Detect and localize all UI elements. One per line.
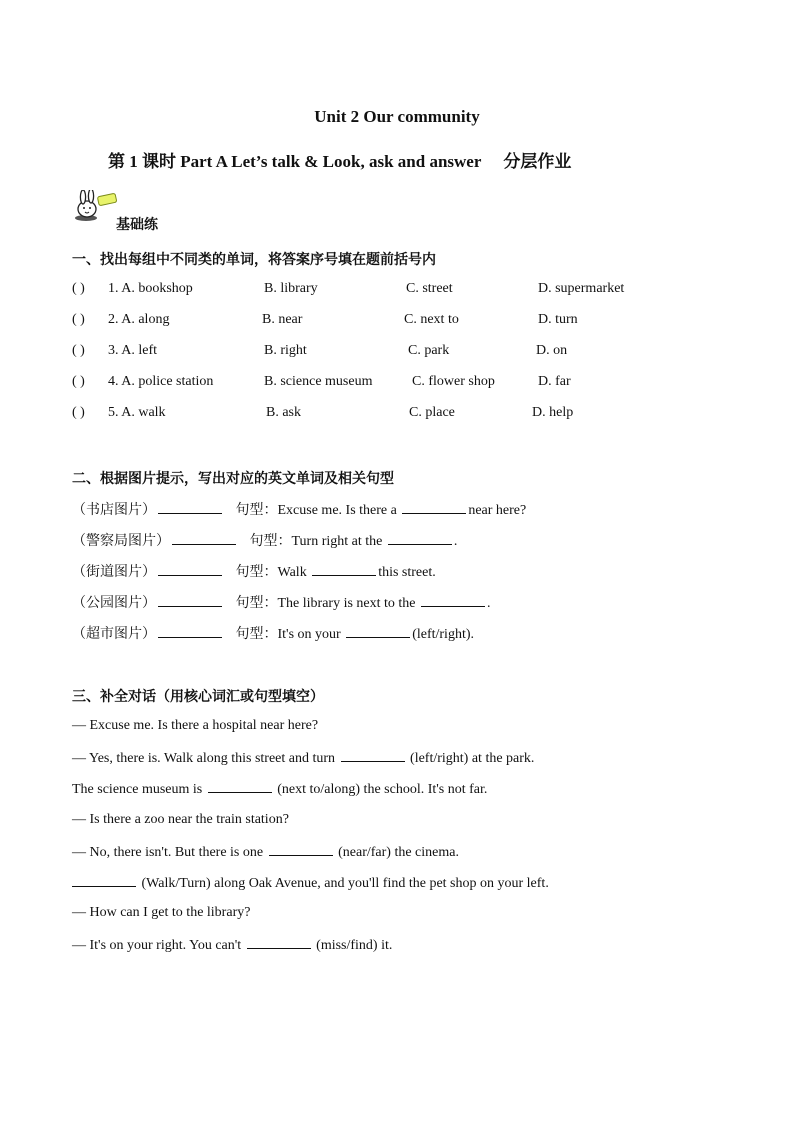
word-blank[interactable]: [158, 594, 222, 607]
dialogue-blank[interactable]: [269, 843, 333, 856]
sentence-text: The library is next to the: [277, 596, 416, 611]
unit-title: Unit 2 Our community: [314, 107, 480, 126]
badge-label: 基础练: [116, 217, 158, 233]
option-d: D. help: [532, 405, 574, 420]
option-b: B. library: [264, 281, 318, 296]
list-item: [72, 405, 732, 425]
option-c: C. place: [409, 405, 455, 420]
list-item: [72, 623, 474, 643]
list-item: [72, 499, 526, 519]
sentence-text: It's on your: [277, 627, 341, 642]
picture-cue: （公园图片）: [72, 595, 156, 611]
sentence-blank[interactable]: [346, 625, 410, 638]
dialogue-line: [72, 905, 250, 921]
word-blank[interactable]: [158, 563, 222, 576]
sentence-blank[interactable]: [421, 594, 485, 607]
pattern-label: 句型：: [249, 533, 292, 549]
option-b: B. ask: [266, 405, 301, 420]
dialogue-blank[interactable]: [341, 749, 405, 762]
lesson-title: [108, 147, 571, 172]
sentence-tail: (left/right).: [412, 627, 474, 642]
option-a: 3. A. left: [108, 343, 157, 358]
option-c: C. street: [406, 281, 453, 296]
list-item: [72, 592, 491, 612]
dialogue-line: [72, 843, 459, 861]
dialogue-line: [72, 812, 289, 828]
dialogue-line: [72, 936, 392, 954]
option-d: D. turn: [538, 312, 578, 327]
sentence-tail: this street.: [378, 565, 436, 580]
option-d: D. supermarket: [538, 281, 625, 296]
list-item: [72, 343, 732, 363]
sentence-blank[interactable]: [402, 501, 466, 514]
dialogue-hint: (next to/along) the school. It's not far.: [277, 782, 488, 797]
dialogue-text: — It's on your right. You can't: [72, 938, 242, 953]
sentence-text: Walk: [277, 565, 307, 580]
section1-heading: 一、找出每组中不同类的单词，将答案序号填在题前括号内: [72, 252, 436, 268]
picture-cue: （街道图片）: [72, 564, 156, 580]
answer-paren: ( ): [72, 374, 85, 389]
list-item: [72, 374, 732, 394]
sentence-text: Excuse me. Is there a: [277, 503, 397, 518]
option-a: 2. A. along: [108, 312, 170, 327]
sentence-tail: near here?: [468, 503, 527, 518]
dialogue-hint: (near/far) the cinema.: [338, 845, 459, 860]
option-a: 5. A. walk: [108, 405, 166, 420]
pattern-label: 句型：: [235, 564, 278, 580]
dialogue-blank[interactable]: [247, 936, 311, 949]
option-b: B. right: [264, 343, 307, 358]
dialogue-hint: (Walk/Turn) along Oak Avenue, and you'll find the pet shop on your left.: [141, 876, 549, 891]
option-b: B. near: [262, 312, 303, 327]
option-c: C. park: [408, 343, 450, 358]
word-blank[interactable]: [158, 501, 222, 514]
word-blank[interactable]: [172, 532, 236, 545]
dialogue-hint: (miss/find) it.: [316, 938, 393, 953]
answer-paren: ( ): [72, 312, 85, 327]
pattern-label: 句型：: [235, 626, 278, 642]
lesson-title-main: 第 1 课时 Part A Let’s talk & Look, ask and answer: [108, 152, 482, 171]
option-b: B. science museum: [264, 374, 373, 389]
answer-paren: ( ): [72, 405, 85, 420]
option-a: 4. A. police station: [108, 374, 214, 389]
dialogue-text: — How can I get to the library?: [72, 905, 251, 920]
dialogue-text: — Is there a zoo near the train station?: [72, 812, 289, 827]
option-c: C. next to: [404, 312, 459, 327]
option-d: D. on: [536, 343, 568, 358]
option-a: 1. A. bookshop: [108, 281, 193, 296]
dialogue-line: [72, 780, 487, 798]
dialogue-hint: (left/right) at the park.: [410, 751, 535, 766]
section2-heading: 二、根据图片提示，写出对应的英文单词及相关句型: [72, 471, 394, 487]
lesson-title-suffix: 分层作业: [503, 152, 572, 172]
pattern-label: 句型：: [235, 595, 278, 611]
word-blank[interactable]: [158, 625, 222, 638]
dialogue-text: The science museum is: [72, 782, 203, 797]
pattern-label: 句型：: [235, 502, 278, 518]
sentence-text: Turn right at the: [291, 534, 383, 549]
picture-cue: （书店图片）: [72, 502, 156, 518]
dialogue-text: — Excuse me. Is there a hospital near here?: [72, 718, 319, 733]
list-item: [72, 530, 457, 550]
list-item: [72, 561, 436, 581]
answer-paren: ( ): [72, 343, 85, 358]
dialogue-text: — Yes, there is. Walk along this street and turn: [72, 751, 336, 766]
dialogue-line: [72, 874, 549, 892]
rabbit-badge-icon: [74, 190, 120, 222]
dialogue-blank[interactable]: [208, 780, 272, 793]
sentence-tail: .: [453, 534, 458, 549]
option-d: D. far: [538, 374, 571, 389]
dialogue-line: [72, 749, 534, 767]
list-item: [72, 312, 732, 332]
dialogue-text: — No, there isn't. But there is one: [72, 845, 264, 860]
dialogue-line: [72, 718, 318, 734]
dialogue-blank[interactable]: [72, 874, 136, 887]
picture-cue: （警察局图片）: [72, 533, 170, 549]
list-item: [72, 281, 732, 301]
answer-paren: ( ): [72, 281, 85, 296]
option-c: C. flower shop: [412, 374, 495, 389]
picture-cue: （超市图片）: [72, 626, 156, 642]
sentence-blank[interactable]: [388, 532, 452, 545]
sentence-tail: .: [487, 596, 491, 611]
section3-heading: 三、补全对话（用核心词汇或句型填空）: [72, 689, 324, 705]
sentence-blank[interactable]: [312, 563, 376, 576]
